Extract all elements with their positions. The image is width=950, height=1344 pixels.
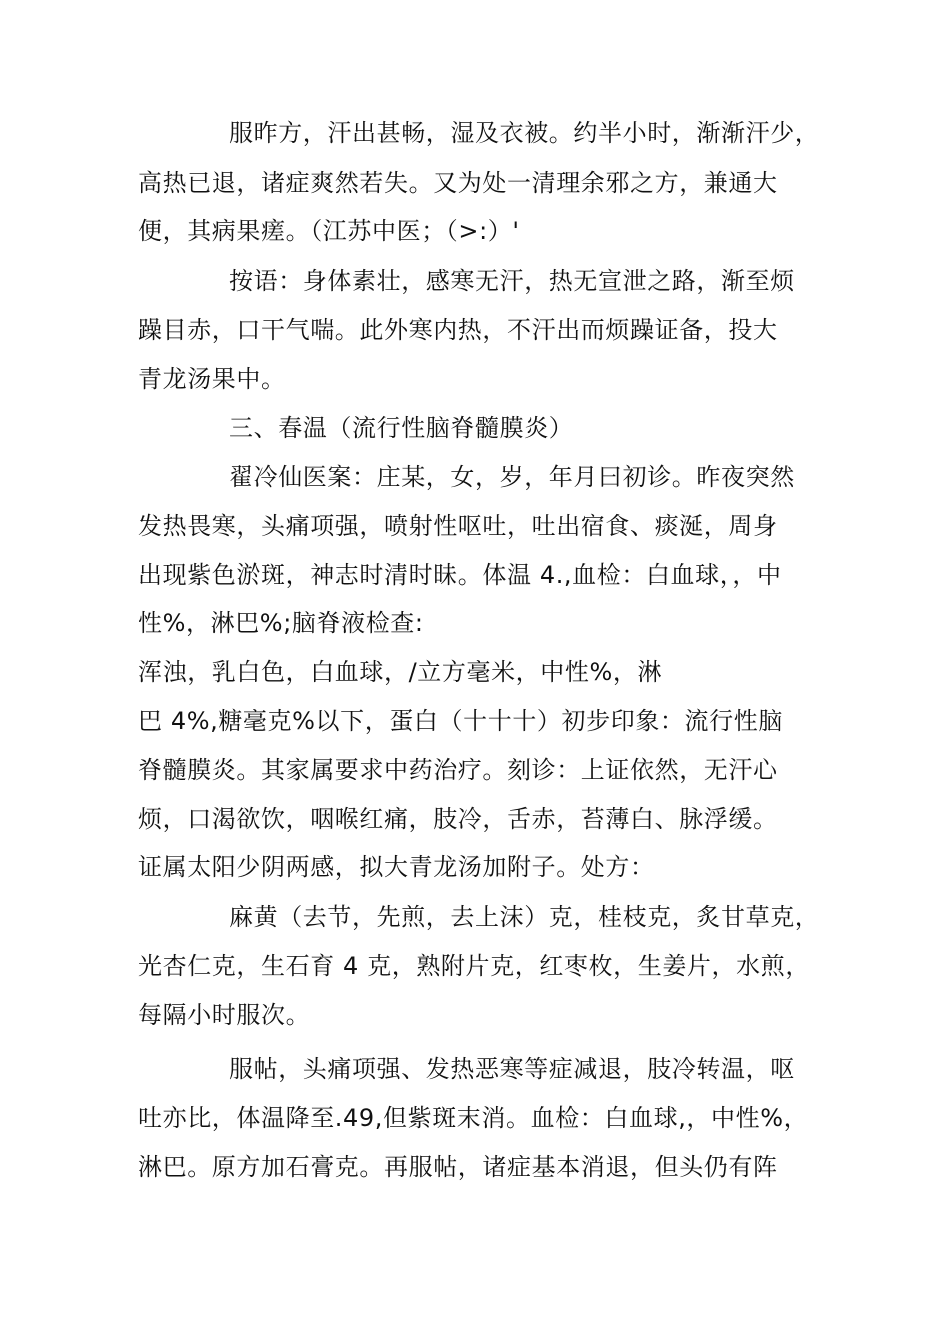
text-line: 每隔小时服次。 [138, 1001, 311, 1029]
text-line: 发热畏寒，头痛项强，喷射性呕吐，吐出宿食、痰涎，周身 [138, 512, 778, 540]
text-line: 脊髓膜炎。其家属要求中药治疗。刻诊：上证依然，无汗心 [138, 756, 778, 784]
text-line: 服昨方，汗出甚畅，湿及衣被。约半小时，渐渐汗少， [229, 119, 820, 147]
text-line: 青龙汤果中。 [138, 365, 286, 393]
text-line: 淋巴。原方加石膏克。再服帖，诸症基本消退，但头仍有阵 [138, 1153, 778, 1181]
text-line: 高热已退，诸症爽然若失。又为处一清理余邪之方，兼通大 [138, 169, 778, 197]
text-line: 吐亦比，体温降至.49,但紫斑末消。血检：白血球,，中性%， [138, 1104, 809, 1132]
text-line: 烦，口渴欲饮，咽喉红痛，肢冷，舌赤，苔薄白、脉浮缓。 [138, 805, 778, 833]
text-line: 出现紫色淤斑，神志时清时昧。体温 4.,血检：白血球，，中 [138, 561, 782, 589]
text-line: 证属太阳少阴两感，拟大青龙汤加附子。处方： [138, 853, 655, 881]
text-line: 浑浊，乳白色，白血球，/立方毫米，中性%，淋 [138, 658, 663, 686]
text-line: 性%，淋巴%;脑脊液检查: [138, 609, 424, 637]
text-line: 按语：身体素壮，感寒无汗，热无宣泄之路，渐至烦 [229, 267, 795, 295]
text-line: 光杏仁克，生石育 4 克，熟附片克，红枣枚，生姜片，水煎， [138, 952, 810, 980]
text-line: 麻黄（去节，先煎，去上沫）克，桂枝克，炙甘草克， [229, 903, 820, 931]
section-heading: 三、春温（流行性脑脊髓膜炎） [229, 414, 574, 442]
text-line: 巴 4%,糖毫克%以下，蛋白（十十十）初步印象：流行性脑 [138, 707, 783, 735]
text-line: 便，其病果瘥。（江苏中医；（>:）' [138, 217, 520, 245]
text-line: 翟冷仙医案：庄某，女，岁，年月曰初诊。昨夜突然 [229, 463, 795, 491]
text-line: 躁目赤，口干气喘。此外寒内热，不汗出而烦躁证备，投大 [138, 316, 778, 344]
text-line: 服帖，头痛项强、发热恶寒等症减退，肢冷转温，呕 [229, 1055, 795, 1083]
